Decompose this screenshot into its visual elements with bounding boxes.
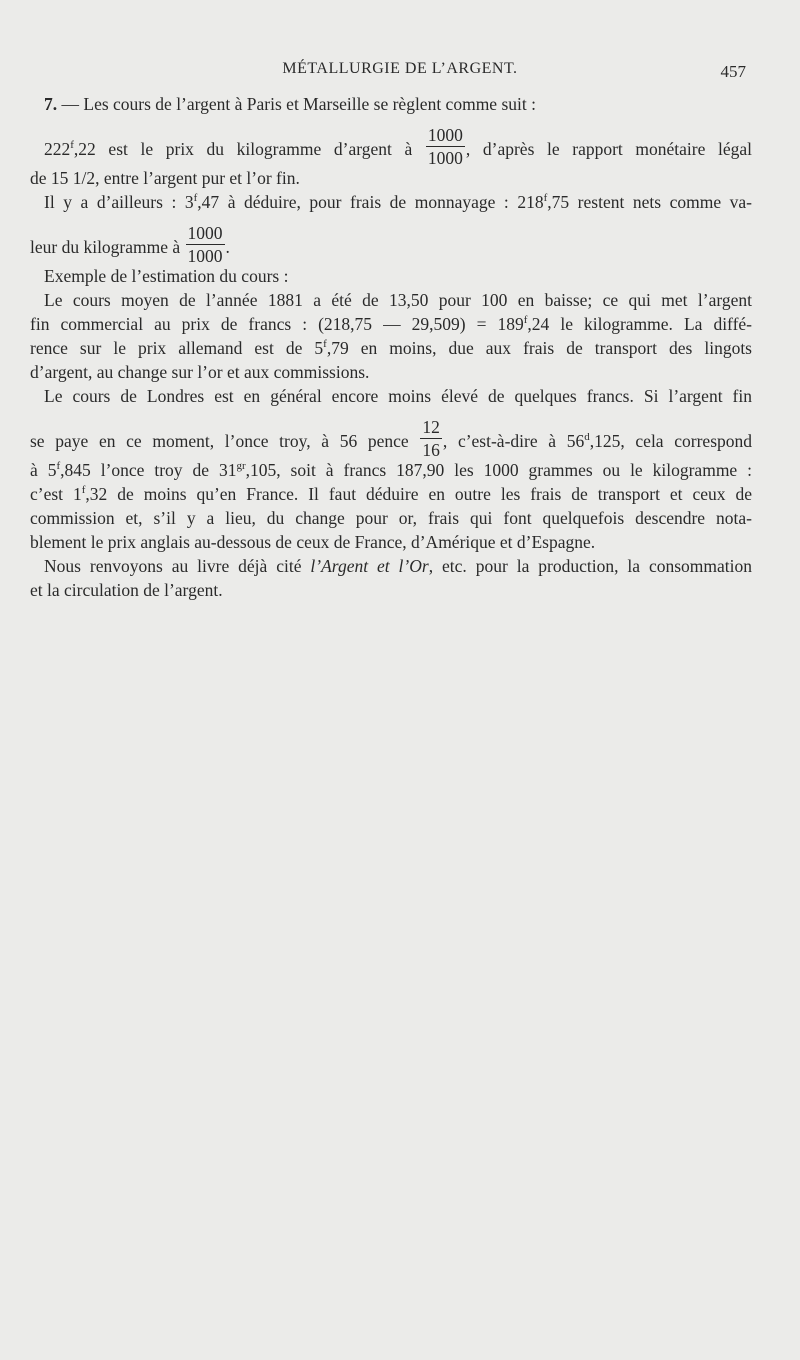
text-run: , etc. pour la production, la consommation xyxy=(428,556,752,576)
text-run: à 5 xyxy=(30,460,57,480)
running-title: MÉTALLURGIE DE L’ARGENT. xyxy=(282,60,518,77)
fraction xyxy=(420,416,442,461)
text-run: ,32 de moins qu’en France. Il faut déduire en outre les frais de transport et ceux de xyxy=(85,484,752,504)
text-run: Il y a d’ailleurs : 3 xyxy=(44,192,194,212)
unit-superscript: gr xyxy=(236,460,246,473)
unit-superscript: f xyxy=(323,338,327,351)
text-run: ,47 à déduire, pour frais de monnayage : 218 xyxy=(197,192,544,212)
paragraph-line xyxy=(30,190,752,214)
paragraph-line: Le cours de Londres est en général encore moins élevé de quelques francs. Si l’argent fin xyxy=(44,386,752,406)
text-run: — Les cours de l’argent à Paris et Marseille se règlent comme suit : xyxy=(61,94,536,114)
text-run: rence sur le prix allemand est de 5 xyxy=(30,338,324,358)
unit-superscript: f xyxy=(56,460,61,473)
paragraph-line xyxy=(30,458,752,482)
unit-superscript: f xyxy=(543,192,548,205)
text-run: ,105, soit à francs 187,90 les 1000 grammes ou le kilogramme : xyxy=(245,460,752,480)
text-run: ,79 en moins, due aux frais de transport des lingots xyxy=(326,338,752,358)
text-run: , d’après le rapport monétaire légal xyxy=(465,139,753,159)
page-header xyxy=(0,60,800,86)
paragraph-line: Exemple de l’estimation du cours : xyxy=(44,266,289,286)
paragraph-line xyxy=(30,336,752,360)
text-run: . xyxy=(225,237,230,257)
text-run: ,75 restent nets comme va- xyxy=(547,192,752,212)
text-run: ,24 le kilogramme. La diffé- xyxy=(527,314,752,334)
text-run: , c’est-à-dire à 56 xyxy=(442,431,585,451)
fraction xyxy=(186,222,225,267)
fraction-denominator: 16 xyxy=(422,440,440,461)
unit-superscript: f xyxy=(523,314,528,327)
unit-superscript: f xyxy=(81,484,86,497)
fraction-denominator: 1000 xyxy=(187,246,223,267)
fraction-numerator: 1000 xyxy=(427,125,463,146)
paragraph-line xyxy=(30,214,752,267)
text-run: Nous renvoyons au livre déjà cité xyxy=(44,556,311,576)
section-marker: 7. xyxy=(44,94,58,114)
paragraph-line xyxy=(30,482,752,506)
paragraph-line xyxy=(30,312,752,336)
text-run: est le prix du kilogramme d’argent à xyxy=(108,139,425,159)
text-run: 222 xyxy=(44,139,71,159)
fraction-numerator: 12 xyxy=(422,417,440,438)
paragraph-line: d’argent, au change sur l’or et aux commissions. xyxy=(30,362,370,382)
paragraph-line: de 15 1/2, entre l’argent pur et l’or fin. xyxy=(30,168,300,188)
paragraph-line: Le cours moyen de l’année 1881 a été de 13,50 pour 100 en baisse; ce qui met l’argent xyxy=(44,290,752,310)
paragraph-line xyxy=(30,116,753,169)
unit-superscript: d xyxy=(584,431,590,444)
text-run: se paye en ce moment, l’once troy, à 56 pence xyxy=(30,431,420,451)
page-number: 457 xyxy=(720,62,746,81)
text-run: ,22 xyxy=(73,139,96,159)
paragraph-line xyxy=(30,554,752,578)
fraction-numerator: 1000 xyxy=(187,223,223,244)
italic-title: l’Argent et l’Or xyxy=(310,556,429,576)
text-run: leur du kilogramme à xyxy=(30,237,185,257)
paragraph-line xyxy=(30,92,752,116)
paragraph-line: et la circulation de l’argent. xyxy=(30,580,223,600)
body-text xyxy=(30,92,752,602)
fraction-denominator: 1000 xyxy=(427,148,463,169)
text-run: ,845 l’once troy de 31 xyxy=(60,460,237,480)
text-run: c’est 1 xyxy=(30,484,82,504)
text-run: ,125, cela correspond xyxy=(589,431,753,451)
unit-superscript: f xyxy=(193,192,198,205)
unit-superscript: f xyxy=(70,139,74,152)
paragraph-line: commission et, s’il y a lieu, du change pour or, frais qui font quelquefois descendre nota- xyxy=(30,508,752,528)
paragraph-line: blement le prix anglais au-dessous de ceux de France, d’Amérique et d’Espagne. xyxy=(30,532,596,552)
fraction xyxy=(426,124,465,169)
paragraph-line xyxy=(30,408,753,461)
text-run: fin commercial au prix de francs : (218,75 — 29,509) = 189 xyxy=(30,314,524,334)
